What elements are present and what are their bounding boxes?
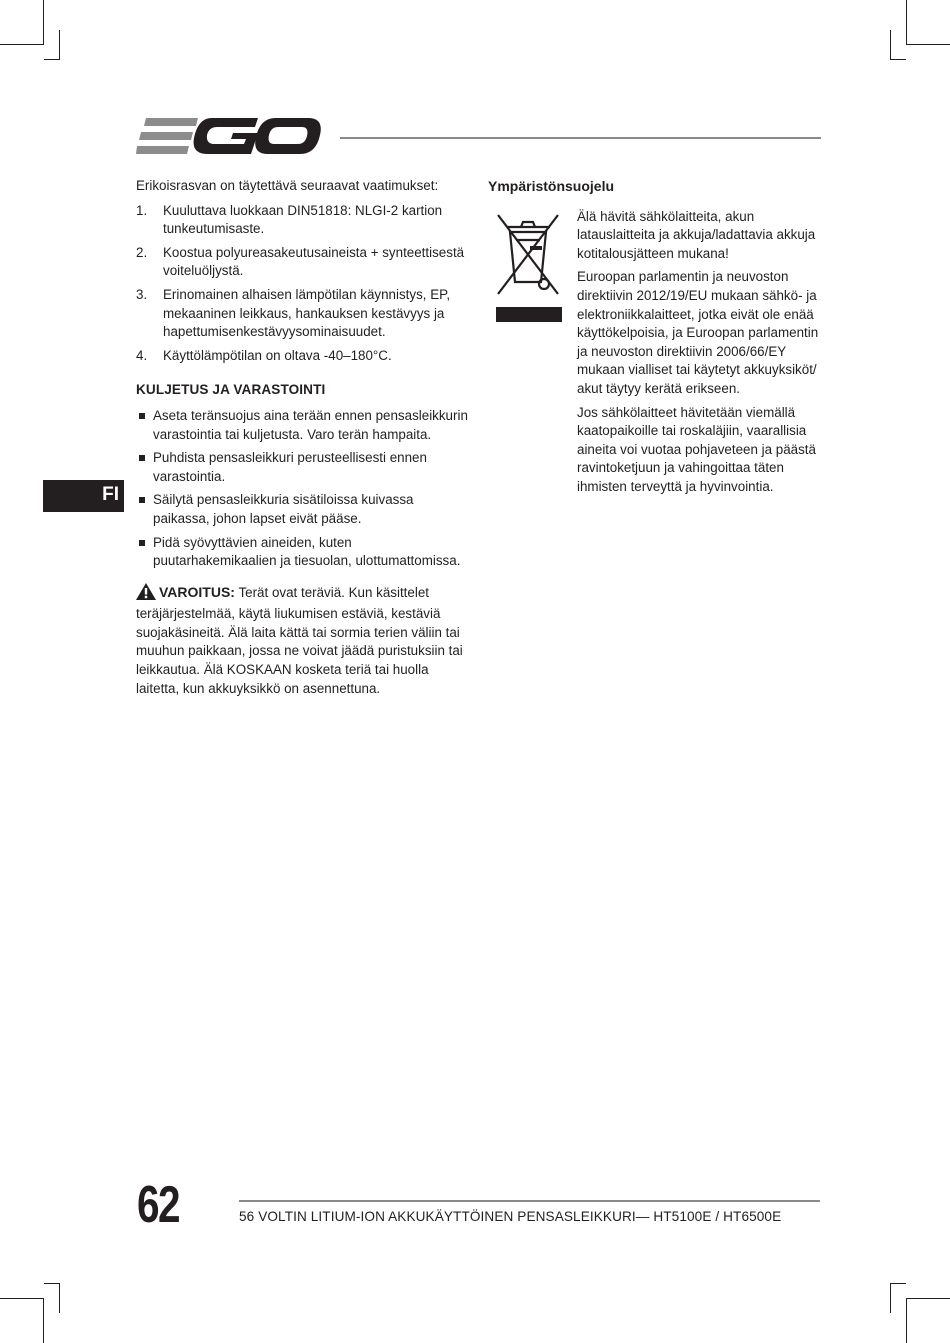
crop-mark <box>890 30 891 60</box>
list-item <box>136 534 471 571</box>
list-item <box>136 244 471 281</box>
page-number: 62 <box>137 1176 179 1234</box>
environment-paragraph: Euroopan parlamentin ja neuvoston direktiivin 2012/19/EU mukaan sähkö- ja elektroniikkalaitteet, jotka eivät ole enää käyttökelpoisia, ja Euroopan parlamentin ja neuvoston direktiivin 2006/66/EY mukaan vialliset tai käytetyt akkuyksiköt/ akut täytyy kerätä erikseen. <box>577 269 819 396</box>
crop-mark <box>906 44 950 45</box>
crop-mark <box>0 1298 44 1299</box>
footer-rule <box>239 1200 820 1202</box>
item-text: Koostua polyureasakeutusaineista + synteettisestä voiteluöljystä. <box>163 244 465 279</box>
item-text: Käyttölämpötilan on oltava -40–180°C. <box>163 347 392 363</box>
bullet-square-icon <box>139 455 145 461</box>
item-text: Aseta teränsuojus aina terään ennen pensasleikkurin varastointia tai kuljetusta. Varo terän hampaita. <box>153 407 468 442</box>
right-column <box>488 177 820 502</box>
language-tab <box>43 480 124 512</box>
item-text: Pidä syövyttävien aineiden, kuten puutarhakemikaalien ja tiesuolan, ulottumattomissa. <box>153 534 461 569</box>
bullet-square-icon <box>139 413 145 419</box>
left-column <box>136 177 471 698</box>
section-heading: KULJETUS JA VARASTOINTI <box>136 382 326 398</box>
list-item <box>136 449 471 486</box>
crop-mark <box>906 1298 907 1343</box>
warning-triangle-icon <box>136 583 156 606</box>
crossed-out-wheelie-bin-icon <box>496 212 562 322</box>
footer-product-title: 56 VOLTIN LITIUM-ION AKKUKÄYTTÖINEN PENSASLEIKKURI— HT5100E / HT6500E <box>239 1209 782 1224</box>
ego-logo <box>136 116 322 158</box>
crop-mark <box>906 0 907 44</box>
item-number: 4. <box>136 347 148 363</box>
language-tab-label: FI <box>102 484 119 505</box>
crop-mark <box>43 1298 44 1343</box>
list-item <box>136 407 471 444</box>
item-text: Erinomainen alhaisen lämpötilan käynnistys, EP, mekaaninen leikkaus, hankauksen kestävyys ja hapettumisenkestävyysominaisuudet. <box>163 286 451 340</box>
list-item <box>136 491 471 528</box>
crop-mark <box>44 1283 60 1284</box>
list-item <box>136 286 471 342</box>
warning-paragraph <box>136 583 471 699</box>
list-item <box>136 347 471 366</box>
environment-body <box>488 208 820 497</box>
environment-heading: Ympäristönsuojelu <box>488 178 615 194</box>
item-number: 3. <box>136 286 148 302</box>
crop-mark <box>59 1283 60 1313</box>
item-text: Puhdista pensasleikkuri perusteellisesti ennen varastointia. <box>153 450 427 484</box>
crop-mark <box>44 59 60 60</box>
item-text: Säilytä pensasleikkuria sisätiloissa kuivassa paikassa, johon lapset eivät pääse. <box>153 492 414 526</box>
crop-mark <box>0 44 44 45</box>
header-rule <box>340 137 821 139</box>
crop-mark <box>43 0 44 44</box>
environment-paragraph: Jos sähkölaitteet hävitetään viemällä kaatopaikoille tai roskaläjiin, vaarallisia aineita voi vuotaa pohjaveteen ja päästä ravintoketjuun ja vahingoittaa täten ihmisten terveyttä ja hyvinvointia. <box>577 404 816 494</box>
crop-mark <box>59 30 60 60</box>
environment-paragraph: Älä hävitä sähkölaitteita, akun latauslaitteita ja akkuja/ladattavia akkuja kotitalousjätteen mukana! <box>577 208 816 261</box>
list-item <box>136 202 471 239</box>
crop-mark <box>890 59 906 60</box>
crop-mark <box>890 1283 891 1313</box>
storage-bullets <box>136 407 471 571</box>
item-text: Kuuluttava luokkaan DIN51818: NLGI-2 kartion tunkeutumisaste. <box>163 202 443 237</box>
warning-text: Terät ovat teräviä. Kun käsittelet teräjärjestelmää, käytä liukumisen estäviä, kestäviä suojakäsineitä. Älä laita kättä tai sormia terien väliin tai muuhun paikkaan, jossa ne voivat jäädä puristuksiin tai leikkautua. Älä KOSKAAN kosketa teriä tai huolla laitetta, kun akkuyksikkö on asennettuna. <box>136 584 463 696</box>
requirements-list <box>136 202 471 366</box>
bullet-square-icon <box>139 497 145 503</box>
grease-requirements-intro: Erikoisrasvan on täytettävä seuraavat vaatimukset: <box>136 178 439 193</box>
warning-label: VAROITUS: <box>159 583 235 600</box>
bullet-square-icon <box>139 540 145 546</box>
crop-mark <box>890 1283 906 1284</box>
crop-mark <box>906 1298 950 1299</box>
item-number: 2. <box>136 244 148 260</box>
item-number: 1. <box>136 202 148 218</box>
